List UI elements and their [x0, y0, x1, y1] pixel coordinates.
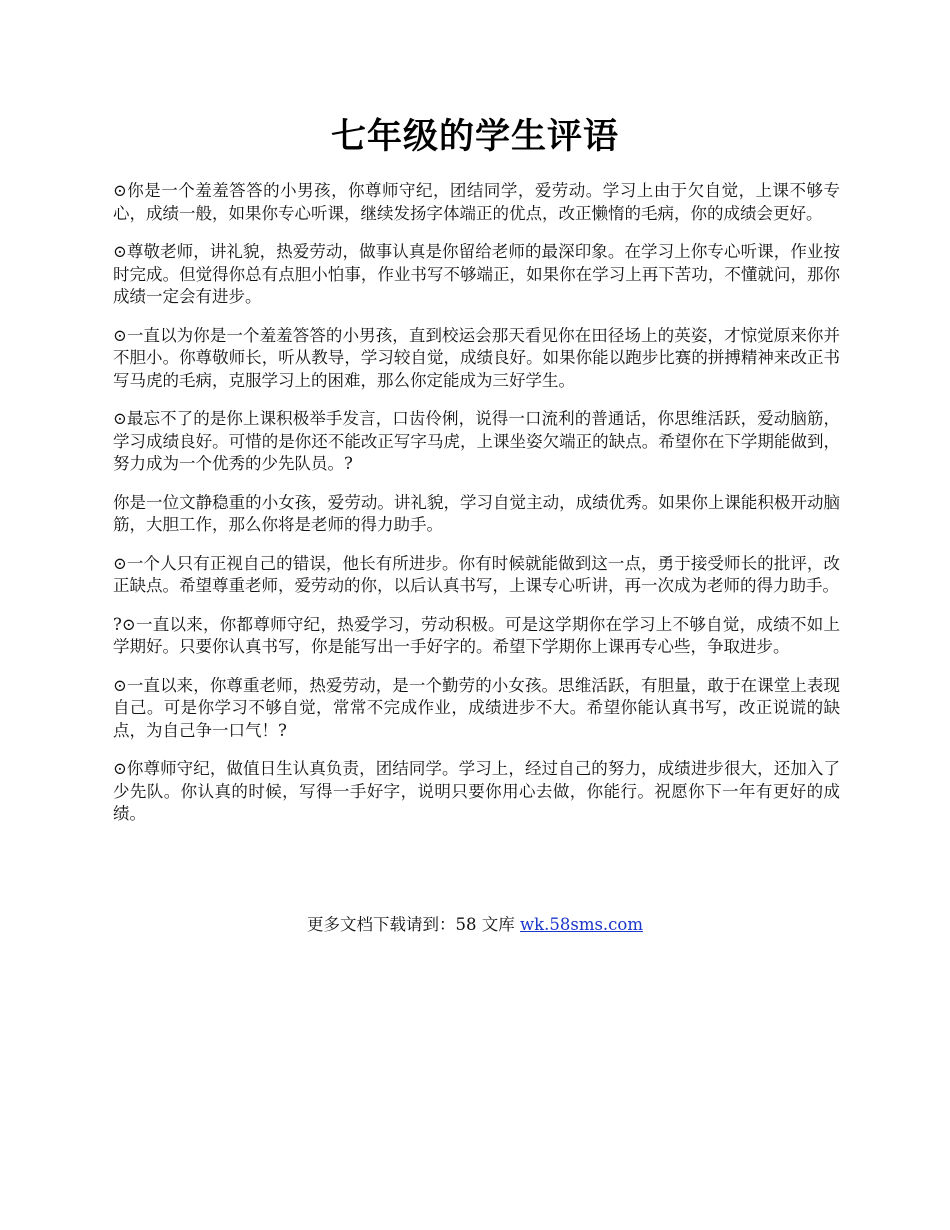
- footer-text: 更多文档下载请到：58 文库: [306, 915, 520, 934]
- comment-paragraph-2: ⊙尊敬老师，讲礼貌，热爱劳动，做事认真是你留给老师的最深印象。在学习上你专心听课，作业按时完成。但觉得你总有点胆小怕事，作业书写不够端正，如果你在学习上再下苦功，不懂就问，那你成绩一定会有进步。: [113, 242, 840, 306]
- comment-paragraph-6: ⊙一个人只有正视自己的错误，他长有所进步。你有时候就能做到这一点，勇于接受师长的批评，改正缺点。希望尊重老师，爱劳动的你，以后认真书写，上课专心听讲，再一次成为老师的得力助手。: [113, 553, 840, 595]
- comment-paragraph-5: 你是一位文静稳重的小女孩，爱劳动。讲礼貌，学习自觉主动，成绩优秀。如果你上课能积极开动脑筋，大胆工作，那么你将是老师的得力助手。: [113, 492, 840, 534]
- download-footer: [0, 914, 950, 936]
- comment-paragraph-9: ⊙你尊师守纪，做值日生认真负责，团结同学。学习上，经过自己的努力，成绩进步很大，还加入了少先队。你认真的时候，写得一手好字，说明只要你用心去做，你能行。祝愿你下一年有更好的成绩。: [113, 759, 840, 823]
- document-body: [113, 180, 840, 842]
- footer-link[interactable]: wk.58sms.com: [519, 915, 643, 934]
- document-title: 七年级的学生评语: [330, 116, 619, 157]
- comment-paragraph-3: ⊙一直以为你是一个羞羞答答的小男孩，直到校运会那天看见你在田径场上的英姿，才惊觉原来你并不胆小。你尊敬师长，听从教导，学习较自觉，成绩良好。如果你能以跑步比赛的拼搏精神来改正书写马虎的毛病，克服学习上的困难，那么你定能成为三好学生。: [113, 325, 840, 390]
- comment-paragraph-8: ⊙一直以来，你尊重老师，热爱劳动，是一个勤劳的小女孩。思维活跃，有胆量，敢于在课堂上表现自己。可是你学习不够自觉，常常不完成作业，成绩进步不大。希望你能认真书写，改正说谎的缺点，为自己争一口气！?: [113, 675, 840, 740]
- comment-paragraph-4: ⊙最忘不了的是你上课积极举手发言，口齿伶俐，说得一口流利的普通话，你思维活跃，爱动脑筋，学习成绩良好。可惜的是你还不能改正写字马虎，上课坐姿欠端正的缺点。希望你在下学期能做到，努力成为一个优秀的少先队员。?: [113, 409, 840, 473]
- comment-paragraph-1: ⊙你是一个羞羞答答的小男孩，你尊师守纪，团结同学，爱劳动。学习上由于欠自觉，上课不够专心，成绩一般，如果你专心听课，继续发扬字体端正的优点，改正懒惰的毛病，你的成绩会更好。: [113, 181, 840, 223]
- comment-paragraph-7: ?⊙一直以来，你都尊师守纪，热爱学习，劳动积极。可是这学期你在学习上不够自觉，成绩不如上学期好。只要你认真书写，你是能写出一手好字的。希望下学期你上课再专心些，争取进步。: [113, 614, 840, 656]
